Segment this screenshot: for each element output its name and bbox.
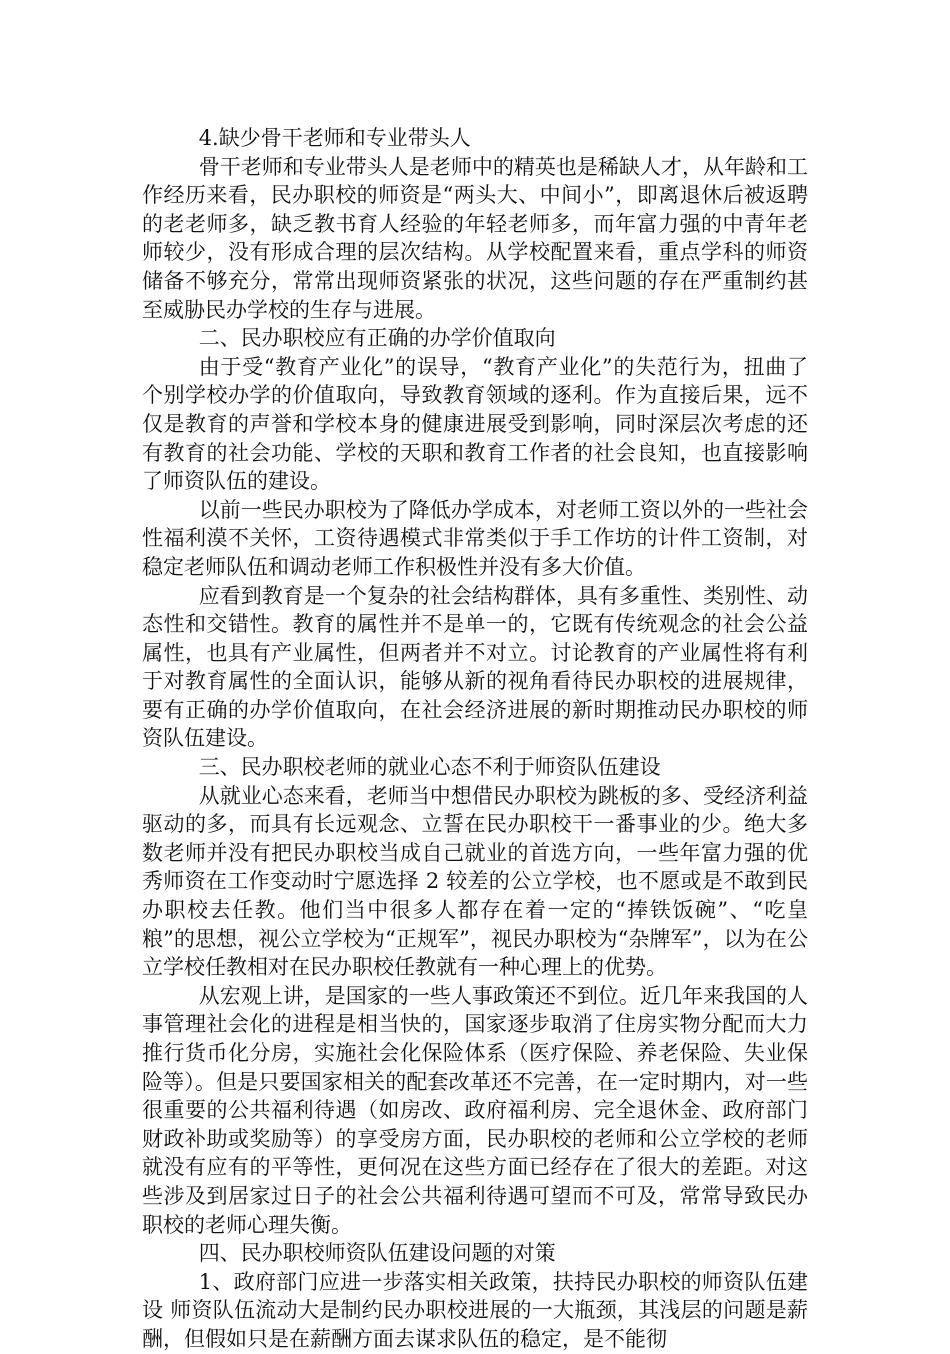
paragraph: 应看到教育是一个复杂的社会结构群体，具有多重性、类别性、动态性和交错性。教育的属性并不是单一的，它既有传统观念的社会公益属性，也具有产业属性，但两者并不对立。讨论教育的产业属性将有利于对教育属性的全面认识，能够从新的视角看待民办职校的进展规律，要有正确的办学价值取向，在社会经济进展的新时期推动民办职校的师资队伍建设。 xyxy=(142,583,808,751)
section-heading-4: 4.缺少骨干老师和专业带头人 xyxy=(198,126,471,150)
section-heading-2: 二、民办职校应有正确的办学价值取向 xyxy=(198,326,556,351)
paragraph: 以前一些民办职校为了降低办学成本，对老师工资以外的一些社会性福利漠不关怀，工资待遇模式非常类似于手工作坊的计件工资制，对稳定老师队伍和调动老师工作积极性并没有多大价值。 xyxy=(142,497,808,579)
paragraph: 骨干老师和专业带头人是老师中的精英也是稀缺人才，从年龄和工作经历来看，民办职校的师资是“两头大、中间小”，即离退休后被返聘的老老师多，缺乏教书育人经验的年轻老师多，而年富力强的中青年老师较少，没有形成合理的层次结构。从学校配置来看，重点学科的师资储备不够充分，常常出现师资紧张的状况，这些问题的存在严重制约甚至威胁民办学校的生存与进展。 xyxy=(142,154,808,322)
paragraph: 由于受“教育产业化”的误导，“教育产业化”的失范行为，扭曲了个别学校办学的价值取向，导致教育领域的逐利。作为直接后果，远不仅是教育的声誉和学校本身的健康进展受到影响，同时深层次考虑的还有教育的社会功能、学校的天职和教育工作者的社会良知，也直接影响了师资队伍的建设。 xyxy=(142,354,808,494)
section-heading-3: 三、民办职校老师的就业心态不利于师资队伍建设 xyxy=(198,755,661,780)
section-heading-4-countermeasures: 四、民办职校师资队伍建设问题的对策 xyxy=(198,1241,556,1266)
paragraph: 从就业心态来看，老师当中想借民办职校为跳板的多、受经济利益驱动的多，而具有长远观念、立誓在民办职校干一番事业的少。绝大多数老师并没有把民办职校当成自己就业的首选方向，一些年富力强的优秀师资在工作变动时宁愿选择 2 较差的公立学校，也不愿或是不敢到民办职校去任教。他们当中很多人都存在着一定的“捧铁饭碗”、“吃皇粮”的思想，视公立学校为“正规军”，视民办职校为“杂牌军”，以为在公立学校任教相对在民办职校任教就有一种心理上的优势。 xyxy=(142,783,808,980)
paragraph: 从宏观上讲，是国家的一些人事政策还不到位。近几年来我国的人事管理社会化的进程是相当快的，国家逐步取消了住房实物分配而大力推行货币化分房，实施社会化保险体系（医疗保险、养老保险、失业保险等）。但是只要国家相关的配套改革还不完善，在一定时期内，对一些很重要的公共福利待遇（如房改、政府福利房、完全退休金、政府部门财政补助或奖励等）的享受房方面，民办职校的老师和公立学校的老师就没有应有的平等性，更何况在这些方面已经存在了很大的差距。对这些涉及到居家过日子的社会公共福利待遇可望而不可及，常常导致民办职校的老师心理失衡。 xyxy=(142,983,808,1237)
paragraph: 1、政府部门应进一步落实相关政策，扶持民办职校的师资队伍建设 师资队伍流动大是制约民办职校进展的一大瓶颈，其浅层的问题是薪酬，但假如只是在薪酬方面去谋求队伍的稳定，是不能彻 xyxy=(142,1269,808,1351)
document-body xyxy=(142,124,808,1354)
